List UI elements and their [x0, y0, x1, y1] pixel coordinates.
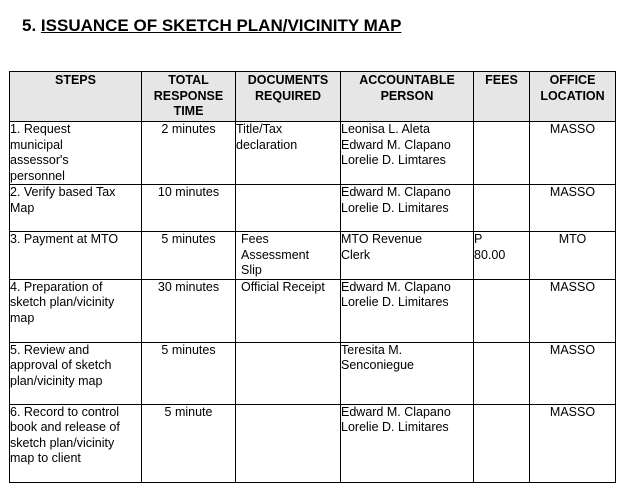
step-cell [10, 122, 142, 185]
accountable-person-cell-line: Leonisa L. Aleta [341, 122, 430, 136]
section-title: ISSUANCE OF SKETCH PLAN/VICINITY MAP [40, 16, 402, 35]
header-response-time [142, 72, 236, 122]
table-header-row [10, 72, 616, 122]
step-cell-line: municipal [10, 137, 63, 152]
header-line: TIME [173, 104, 204, 118]
documents-cell-line: declaration [236, 137, 298, 152]
accountable-person-cell [341, 185, 474, 232]
fees-cell [474, 185, 530, 232]
fees-cell [474, 279, 530, 342]
fees-cell [474, 404, 530, 482]
office-location-cell: MASSO [530, 342, 616, 404]
accountable-person-cell [341, 122, 474, 185]
header-line: OFFICE [549, 73, 596, 87]
office-location-cell: MASSO [530, 185, 616, 232]
accountable-person-cell [341, 404, 474, 482]
documents-cell [236, 342, 341, 404]
header-steps [10, 72, 142, 122]
step-cell-line: book and release of [10, 420, 120, 434]
accountable-person-cell-line: Edward M. Clapano [341, 404, 451, 419]
accountable-person-cell-line: Teresita M. [341, 342, 403, 357]
accountable-person-cell-line: Clerk [341, 247, 371, 262]
fees-cell-line: P [474, 232, 483, 246]
response-time-cell: 5 minute [142, 404, 236, 482]
documents-cell [236, 404, 341, 482]
response-time-cell: 2 minutes [142, 122, 236, 185]
documents-cell-line: Assessment [241, 247, 310, 262]
header-line: FEES [485, 73, 518, 87]
step-cell [10, 232, 142, 280]
header-line: STEPS [55, 73, 96, 87]
accountable-person-cell [341, 232, 474, 280]
header-accountable-person [341, 72, 474, 122]
accountable-person-cell-line: Senconiegue [341, 358, 414, 372]
section-number: 5. [22, 16, 37, 35]
table-row [10, 232, 616, 280]
accountable-person-cell [341, 279, 474, 342]
documents-cell-line: Title/Tax [236, 122, 283, 136]
step-cell-line: 6. Record to control [10, 404, 120, 419]
header-line: PERSON [380, 88, 434, 103]
step-cell-line: approval of sketch [10, 358, 112, 372]
step-cell-line: plan/vicinity map [10, 373, 103, 388]
header-line: LOCATION [540, 88, 605, 103]
documents-cell-line: Slip [241, 263, 262, 277]
table-body [10, 122, 616, 483]
header-fees [474, 72, 530, 122]
accountable-person-cell-line: Lorelie D. Limitares [341, 200, 449, 215]
table-row [10, 404, 616, 482]
response-time-cell: 30 minutes [142, 279, 236, 342]
documents-cell [236, 122, 341, 185]
step-cell-line: 2. Verify based Tax [10, 185, 116, 199]
documents-cell [236, 232, 341, 280]
accountable-person-cell-line: Lorelie D. Limitares [341, 295, 449, 309]
table-row [10, 279, 616, 342]
fees-cell [474, 122, 530, 185]
response-time-cell: 5 minutes [142, 232, 236, 280]
fees-cell [474, 232, 530, 280]
header-documents [236, 72, 341, 122]
accountable-person-cell-line: MTO Revenue [341, 232, 423, 246]
table-row [10, 122, 616, 185]
step-cell-line: sketch plan/vicinity [10, 295, 115, 309]
table-row [10, 342, 616, 404]
step-cell-line: 3. Payment at MTO [10, 232, 119, 246]
table-row [10, 185, 616, 232]
accountable-person-cell-line: Edward M. Clapano [341, 137, 451, 152]
accountable-person-cell [341, 342, 474, 404]
document-title [22, 16, 401, 36]
office-location-cell: MASSO [530, 122, 616, 185]
documents-cell [236, 185, 341, 232]
header-line: TOTAL [168, 73, 209, 87]
header-office-location [530, 72, 616, 122]
step-cell-line: personnel [10, 168, 65, 183]
fees-cell [474, 342, 530, 404]
documents-cell-line: Official Receipt [241, 279, 325, 294]
step-cell-line: 5. Review and [10, 342, 90, 357]
office-location-cell: MASSO [530, 279, 616, 342]
office-location-cell: MTO [530, 232, 616, 280]
process-table [9, 71, 616, 483]
accountable-person-cell-line: Edward M. Clapano [341, 185, 451, 199]
header-line: REQUIRED [255, 88, 321, 103]
step-cell-line: 1. Request [10, 122, 71, 136]
step-cell [10, 404, 142, 482]
step-cell-line: 4. Preparation of [10, 279, 103, 294]
step-cell-line: map [10, 310, 35, 325]
documents-cell-line: Fees [241, 232, 269, 246]
step-cell [10, 279, 142, 342]
office-location-cell: MASSO [530, 404, 616, 482]
step-cell-line: Map [10, 200, 35, 215]
header-line: ACCOUNTABLE [359, 73, 455, 87]
fees-cell-line: 80.00 [474, 247, 506, 262]
accountable-person-cell-line: Edward M. Clapano [341, 279, 451, 294]
step-cell [10, 342, 142, 404]
step-cell [10, 185, 142, 232]
step-cell-line: map to client [10, 451, 81, 465]
documents-cell [236, 279, 341, 342]
step-cell-line: assessor's [10, 153, 69, 167]
accountable-person-cell-line: Lorelie D. Limtares [341, 153, 446, 167]
response-time-cell: 10 minutes [142, 185, 236, 232]
header-line: DOCUMENTS [247, 73, 329, 87]
step-cell-line: sketch plan/vicinity [10, 435, 115, 450]
response-time-cell: 5 minutes [142, 342, 236, 404]
accountable-person-cell-line: Lorelie D. Limitares [341, 420, 449, 434]
header-line: RESPONSE [153, 88, 224, 103]
